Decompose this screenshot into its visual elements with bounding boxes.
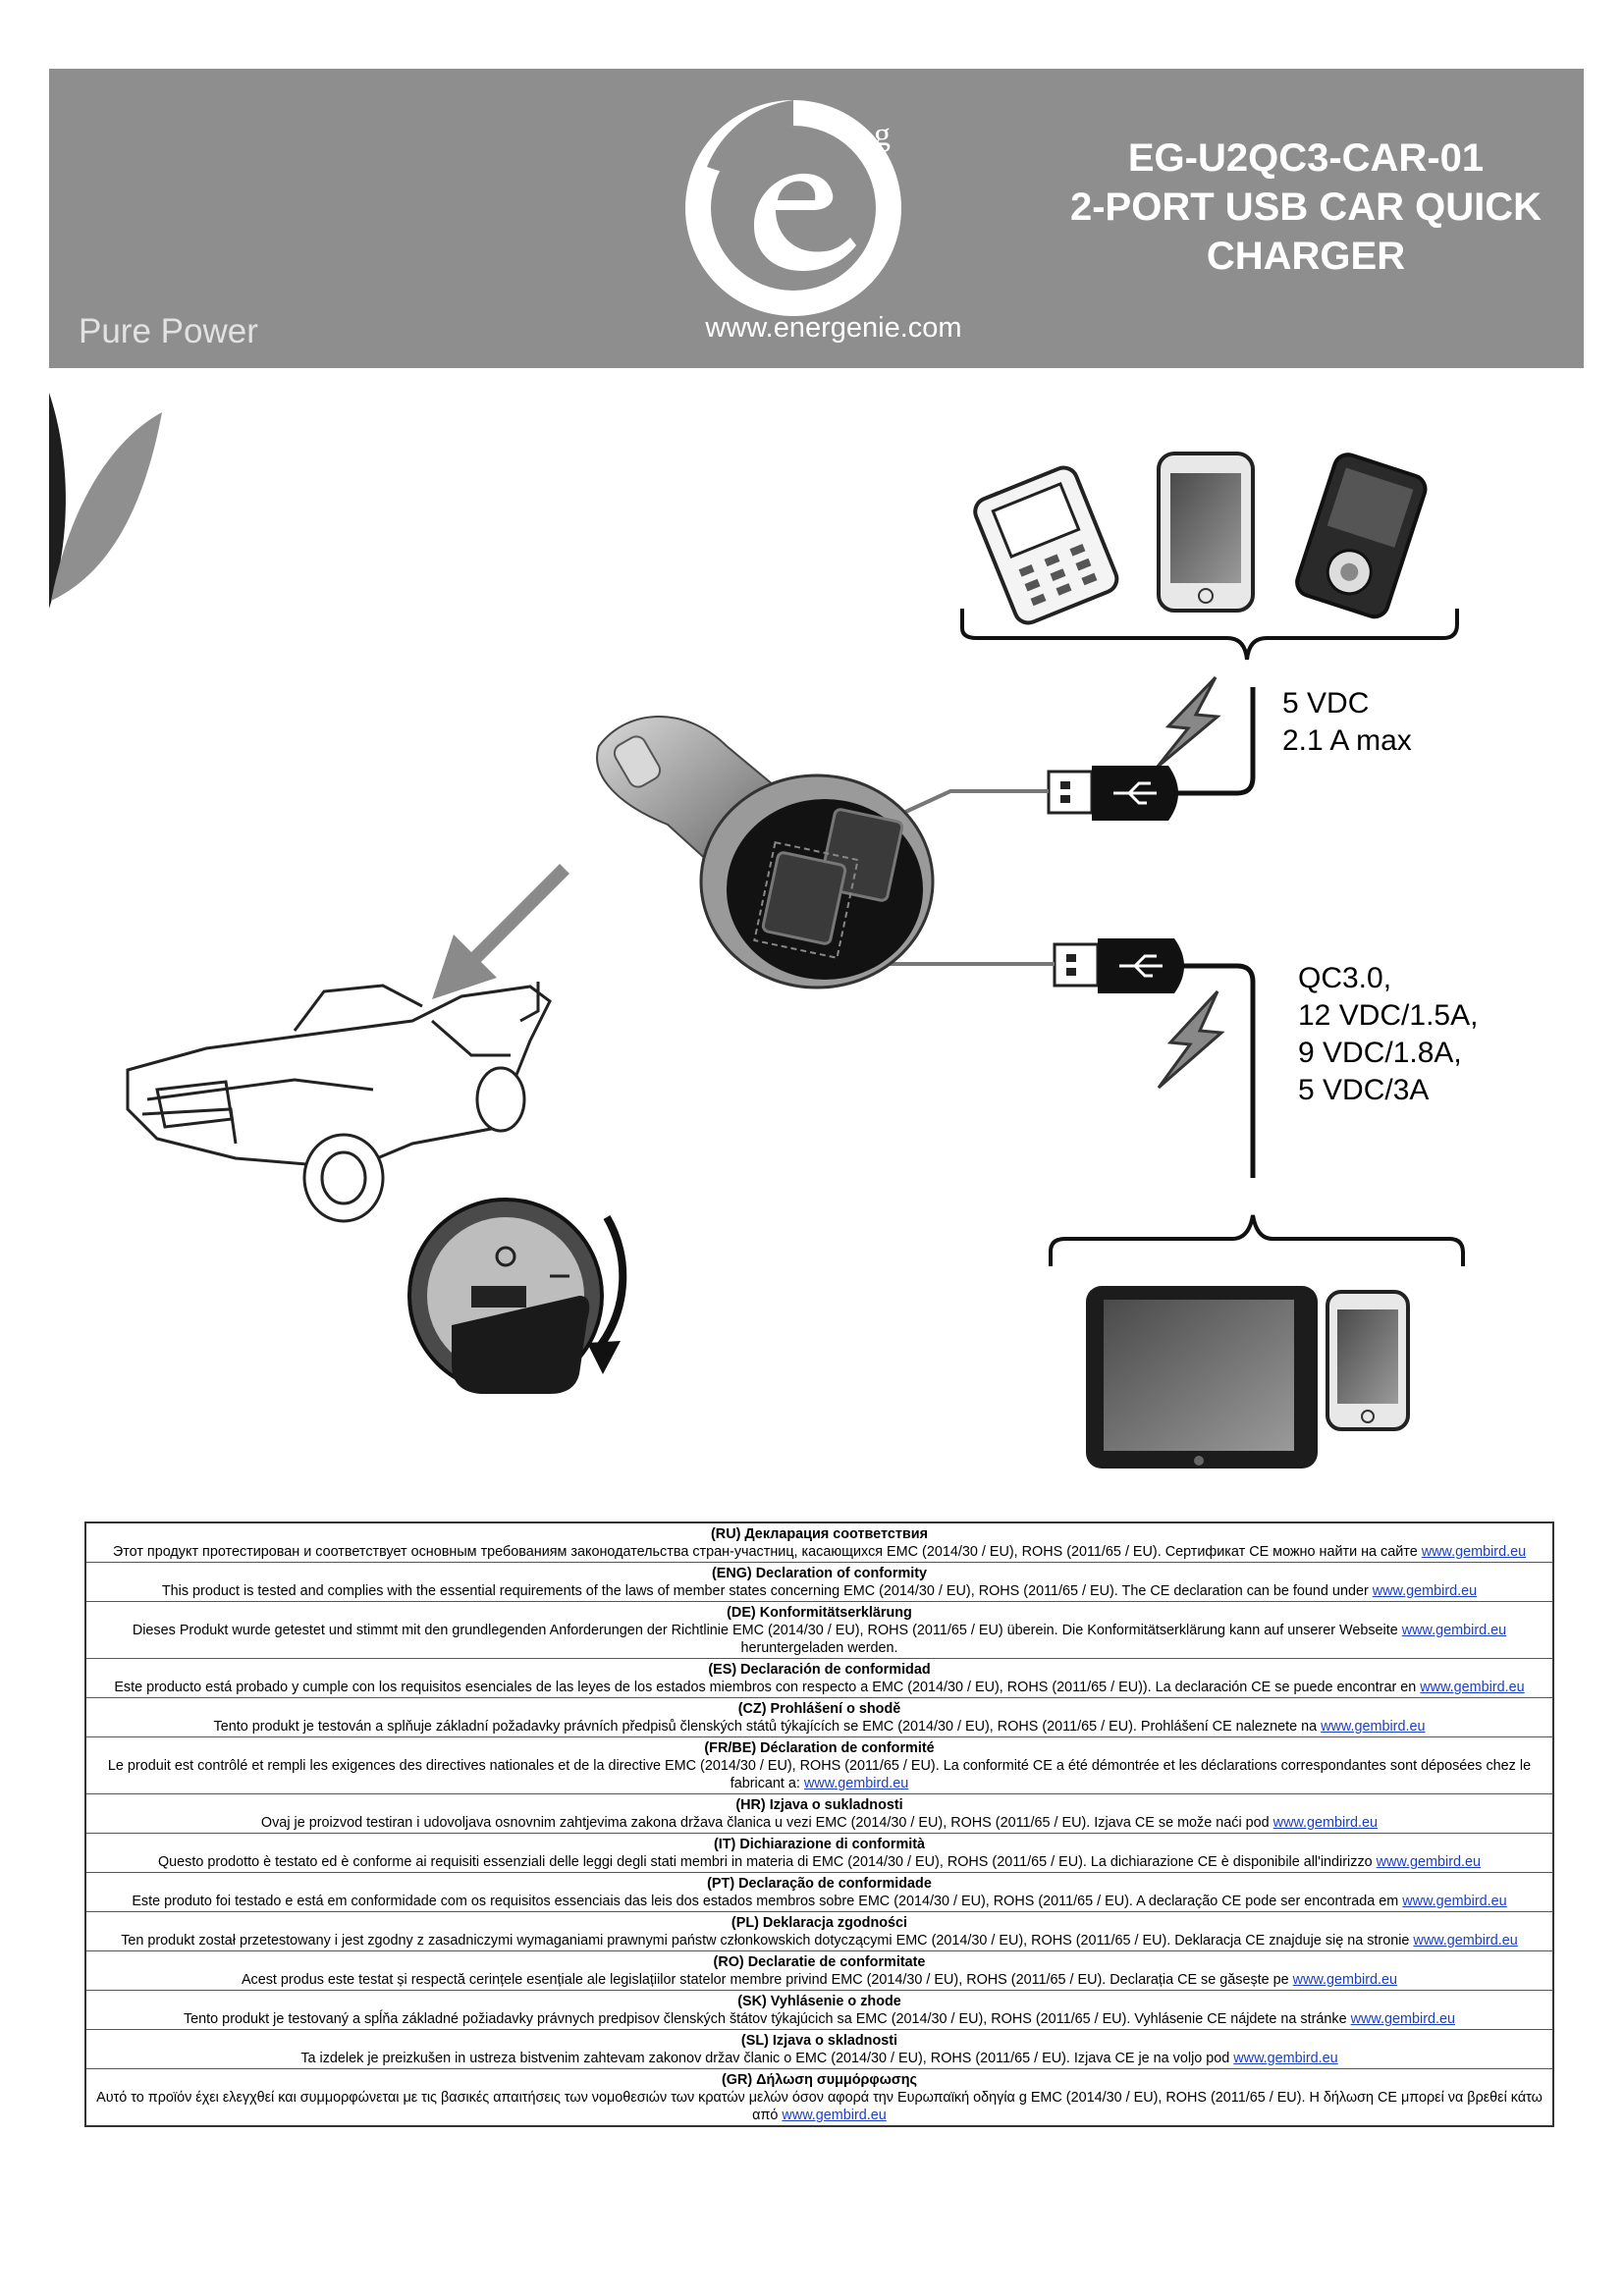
gembird-link[interactable]: www.gembird.eu — [1420, 1680, 1525, 1695]
declaration-text — [94, 2010, 1544, 2028]
declaration-title: (FR/BE) Déclaration de conformité — [704, 1740, 935, 1756]
website-link[interactable]: www.energenie.com — [705, 312, 962, 344]
gembird-link[interactable]: www.gembird.eu — [1233, 2051, 1338, 2066]
leaf-decoration — [49, 393, 162, 609]
declaration-title: (GR) Δήλωση συμμόρφωσης — [721, 2072, 917, 2088]
gembird-link[interactable]: www.gembird.eu — [1421, 1544, 1527, 1560]
declaration-text — [94, 1853, 1544, 1871]
usb-plug-bottom-icon — [1055, 938, 1184, 993]
declaration-row — [86, 1659, 1552, 1698]
gembird-link[interactable]: www.gembird.eu — [803, 1776, 909, 1791]
declaration-row — [86, 1834, 1552, 1873]
tagline: Pure Power — [79, 312, 258, 350]
declaration-row — [86, 1912, 1552, 1951]
declaration-title: (RU) Декларация соответствия — [711, 1526, 928, 1542]
declaration-title: (PT) Declaração de conformidade — [707, 1876, 932, 1892]
gembird-link[interactable]: www.gembird.eu — [1292, 1972, 1398, 1988]
qc-output-spec — [1298, 960, 1478, 1109]
smartphone-icon — [1159, 454, 1253, 611]
declaration-text — [94, 1893, 1544, 1910]
arrow-to-car-icon — [432, 869, 565, 999]
tablet-icon — [1086, 1286, 1318, 1468]
declaration-row — [86, 1563, 1552, 1602]
standard-output-spec — [1282, 685, 1412, 760]
usb-plug-top-icon — [1049, 766, 1178, 821]
product-title — [992, 133, 1620, 281]
lightning-top-icon — [1157, 677, 1218, 768]
declaration-text — [94, 1932, 1544, 1949]
declaration-body: Этот продукт протестирован и соответствует основным требованиям законодательства стран-участниц, касающихся EMC (2014/30 / EU), ROHS (2011/65 / EU). Сертификат CE можно найти на сайте — [112, 1544, 1422, 1560]
spec-current: 2.1 A max — [1282, 724, 1412, 757]
product-title-line-2: 2-PORT USB CAR QUICK — [1069, 186, 1543, 229]
mp3-player-icon — [1293, 452, 1429, 620]
declaration-body: Este produto foi testado e está em conformidade com os requisitos essenciais das leis dos estados membros sobre EMC (2014/30 / EU), ROHS (2011/65 / EU). A declaração CE pode ser encontrada em — [132, 1894, 1403, 1909]
declaration-row — [86, 1698, 1552, 1737]
gembird-link[interactable]: www.gembird.eu — [1321, 1719, 1426, 1735]
product-title-line-3: CHARGER — [1206, 235, 1406, 278]
gembird-link[interactable]: www.gembird.eu — [1376, 1854, 1482, 1870]
car-charger-icon — [597, 717, 933, 988]
feature-phone-icon — [971, 463, 1121, 626]
declaration-title: (HR) Izjava o sukladnosti — [735, 1797, 903, 1813]
declaration-row — [86, 1523, 1552, 1563]
spec-voltage: 5 VDC — [1282, 687, 1370, 720]
declaration-title: (ENG) Declaration of conformity — [711, 1566, 928, 1581]
declaration-body: Acest produs este testat și respectă cerințele esențiale ale legislațiilor statelor membre privind EMC (2014/30 / EU), ROHS (2011/65 / EU). Declarația CE se găsește pe — [241, 1972, 1293, 1988]
declaration-row — [86, 1737, 1552, 1794]
declaration-row — [86, 2069, 1552, 2125]
declaration-title: (RO) Declaratie de conformitate — [713, 1954, 926, 1970]
declaration-body: Ovaj je proizvod testiran i udovoljava osnovnim zahtjevima zakona država članica u vezi EMC (2014/30 / EU), ROHS (2011/65 / EU). Izjava CE se može naći pod — [260, 1815, 1273, 1831]
gembird-link[interactable]: www.gembird.eu — [1272, 1815, 1379, 1831]
product-diagram — [0, 373, 1624, 1502]
ignition-key-icon — [409, 1200, 623, 1394]
declaration-text — [94, 1814, 1544, 1832]
declaration-row — [86, 2030, 1552, 2069]
gembird-link[interactable]: www.gembird.eu — [1402, 1894, 1507, 1909]
declaration-row — [86, 1991, 1552, 2030]
declaration-text — [94, 1757, 1544, 1792]
declaration-body: Ten produkt został przetestowany i jest zgodny z zasadniczymi wymaganiami prawnymi państw członkowskich dotyczącymi EMC (2014/30 / EU), ROHS (2011/65 / EU). Deklaracja CE znajduje się na stronie — [121, 1933, 1414, 1949]
qc-spec-line-4: 5 VDC/3A — [1298, 1074, 1430, 1106]
declaration-text — [94, 2089, 1544, 2124]
declaration-text — [94, 1543, 1544, 1561]
declaration-title: (IT) Dichiarazione di conformità — [713, 1837, 926, 1852]
declaration-text — [94, 1971, 1544, 1989]
port-line-top — [889, 791, 1049, 820]
declaration-body: Αυτό το προϊόν έχει ελεγχθεί και συμμορφώνεται με τις βασικές απαιτήσεις των νομοθεσιών των κρατών μελών όσον αφορά την Ευρωπαϊκή οδηγία g EMC (2014/30 / EU), ROHS (2011/65 / EU). Η δήλωση CE μπορεί να βρεθεί κάτω από — [96, 2090, 1543, 2123]
declaration-row — [86, 1873, 1552, 1912]
declaration-body: Este producto está probado y cumple con los requisitos esenciales de las leyes de los estados miembros con respecto a EMC (2014/30 / EU), ROHS (2011/65 / EU)). La declaración CE se puede encontrar en — [114, 1680, 1421, 1695]
declaration-row — [86, 1602, 1552, 1659]
declaration-body: Questo prodotto è testato ed è conforme ai requisiti essenziali delle leggi degli stati membri in materia di EMC (2014/30 / EU), ROHS (2011/65 / EU). La dichiarazione CE è disponibile all'indirizzo — [157, 1854, 1377, 1870]
bottom-brace — [1051, 1215, 1463, 1266]
declaration-title: (ES) Declaración de conformidad — [708, 1662, 931, 1678]
declaration-body: Tento produkt je testovaný a spĺňa základné požiadavky právnych predpisov členských štátov týkajúcich sa EMC (2014/30 / EU), ROHS (2011/65 / EU). Vyhlásenie CE nájdete na stránke — [183, 2011, 1351, 2027]
declaration-body: Ta izdelek je preizkušen in ustreza bistvenim zahtevam zakonov držav članic o EMC (2014/30 / EU), ROHS (2011/65 / EU). Izjava CE je na voljo pod — [300, 2051, 1234, 2066]
gembird-link[interactable]: www.gembird.eu — [1401, 1623, 1507, 1638]
smartphone-small-icon — [1327, 1292, 1408, 1429]
product-title-line-1: EG-U2QC3-CAR-01 — [1127, 136, 1485, 180]
declaration-text — [94, 1582, 1544, 1600]
declaration-body: Tento produkt je testován a splňuje základní požadavky právních předpisů členských států týkajících se EMC (2014/30 / EU), ROHS (2011/65 / EU). Prohlášení CE naleznete na — [213, 1719, 1322, 1735]
declaration-body: This product is tested and complies with the essential requirements of the laws of member states concerning EMC (2014/30 / EU), ROHS (2011/65 / EU). The CE declaration can be found under — [161, 1583, 1373, 1599]
qc-spec-line-1: QC3.0, — [1298, 962, 1392, 994]
declaration-title: (DE) Konformitätserklärung — [727, 1605, 912, 1621]
declaration-text — [94, 1622, 1544, 1657]
gembird-link[interactable]: www.gembird.eu — [1372, 1583, 1478, 1599]
declaration-title: (PL) Deklaracja zgodności — [731, 1915, 908, 1931]
gembird-link[interactable]: www.gembird.eu — [782, 2108, 887, 2123]
car-illustration — [128, 982, 550, 1221]
gembird-link[interactable]: www.gembird.eu — [1413, 1933, 1518, 1949]
qc-spec-line-2: 12 VDC/1.5A, — [1298, 999, 1479, 1032]
declaration-title: (SL) Izjava o skladnosti — [740, 2033, 898, 2049]
diagram-graphic — [0, 373, 1624, 1502]
svg-text:g: g — [874, 117, 891, 153]
declaration-row — [86, 1951, 1552, 1991]
lightning-bottom-icon — [1159, 991, 1221, 1088]
declaration-text — [94, 1718, 1544, 1735]
declaration-row — [86, 1794, 1552, 1834]
declaration-suffix: heruntergeladen werden. — [740, 1640, 898, 1656]
header-banner — [49, 69, 1584, 368]
qc-spec-line-3: 9 VDC/1.8A, — [1298, 1037, 1462, 1069]
declaration-text — [94, 1679, 1544, 1696]
declaration-title: (CZ) Prohlášení o shodě — [737, 1701, 901, 1717]
declarations-table — [84, 1522, 1554, 2127]
declaration-body: Le produit est contrôlé et rempli les exigences des directives nationales et de la directive EMC (2014/30 / EU), ROHS (2011/65 / EU). La conformité CE a été démontrée et les déclarations correspondantes sont déposées chez le fabricant a: — [107, 1758, 1532, 1791]
declaration-text — [94, 2050, 1544, 2067]
energenie-logo — [677, 79, 943, 334]
declaration-body: Dieses Produkt wurde getestet und stimmt mit den grundlegenden Anforderungen der Richtlinie EMC (2014/30 / EU), ROHS (2011/65 / EU) überein. Die Konformitätserklärung kann auf unserer Webseite — [132, 1623, 1402, 1638]
gembird-link[interactable]: www.gembird.eu — [1350, 2011, 1456, 2027]
declaration-title: (SK) Vyhlásenie o zhode — [737, 1994, 901, 2009]
